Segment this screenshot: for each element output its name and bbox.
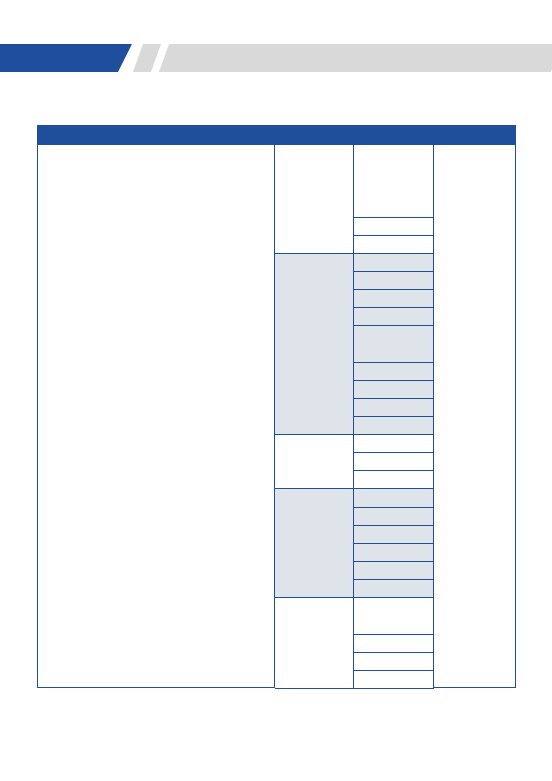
header-major <box>196 126 275 145</box>
dept-cell <box>354 435 434 453</box>
header-dept <box>117 126 196 145</box>
table-header <box>38 126 274 145</box>
dept-cell <box>354 562 434 580</box>
header-major <box>434 126 515 145</box>
dept-cell <box>354 580 434 598</box>
table-right-half <box>275 125 516 688</box>
dept-cell <box>354 526 434 544</box>
college-cell <box>275 489 354 598</box>
dept-cell <box>354 508 434 526</box>
course-table <box>37 125 516 688</box>
dept-cell <box>354 218 434 236</box>
header-blue-tab <box>0 44 118 72</box>
header-dept <box>354 126 434 145</box>
dept-cell <box>354 453 434 471</box>
college-cell <box>275 145 354 254</box>
college-cell <box>275 435 354 489</box>
dept-cell <box>354 671 434 689</box>
dept-cell <box>354 272 434 290</box>
dept-cell <box>354 598 434 634</box>
dept-cell <box>354 236 434 254</box>
dept-cell <box>354 399 434 417</box>
college-cell <box>275 598 354 689</box>
header-college <box>275 126 354 145</box>
dept-cell <box>354 489 434 507</box>
dept-cell <box>354 363 434 381</box>
table-header <box>275 126 515 145</box>
dept-cell <box>354 635 434 653</box>
college-cell <box>275 254 354 435</box>
dept-cell <box>354 544 434 562</box>
dept-cell <box>354 145 434 218</box>
dept-cell <box>354 308 434 326</box>
dept-cell <box>354 471 434 489</box>
section-header-bar <box>0 44 552 72</box>
header-stripe <box>159 44 552 72</box>
dept-cell <box>354 417 434 435</box>
table-left-half <box>37 125 275 688</box>
dept-cell <box>354 254 434 272</box>
dept-cell <box>354 326 434 362</box>
dept-cell <box>354 653 434 671</box>
header-stripe <box>133 44 161 72</box>
dept-cell <box>354 290 434 308</box>
header-college <box>38 126 117 145</box>
dept-cell <box>354 381 434 399</box>
